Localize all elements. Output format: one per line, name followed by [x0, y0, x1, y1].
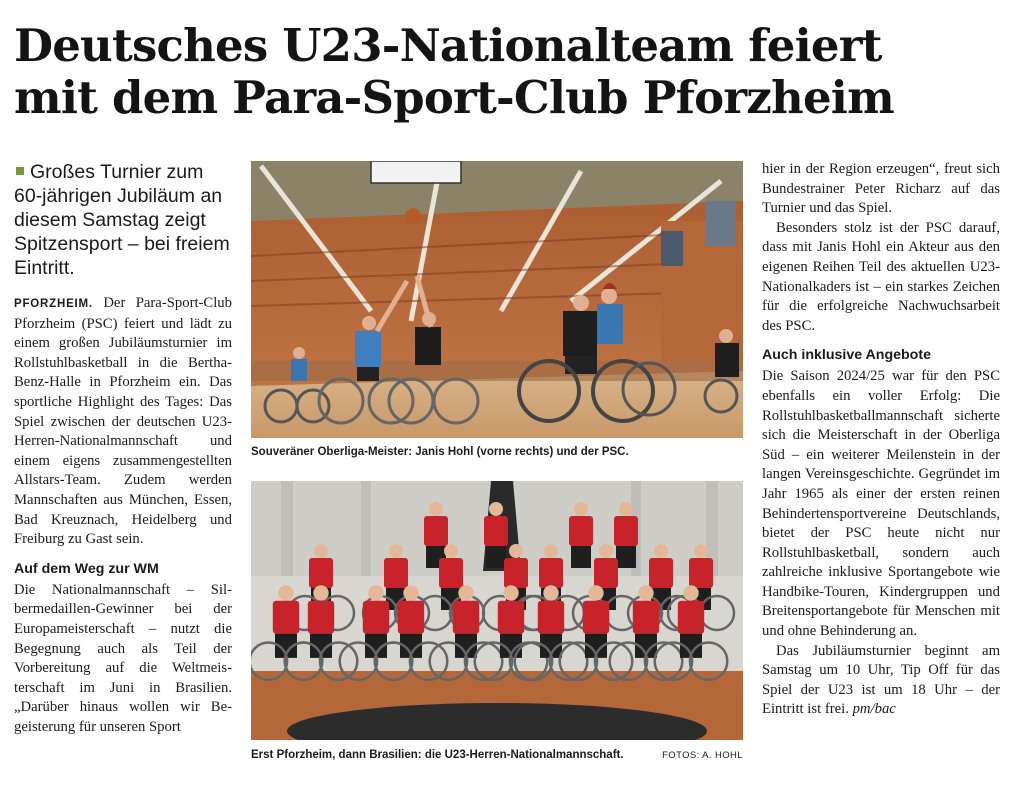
caption-photo-2 [251, 749, 743, 761]
subhead-wm: Auf dem Weg zur WM [14, 560, 159, 577]
col3-paragraph-2: Besonders stolz ist der PSC darauf, dass mit Janis Hohl ein Akteur aus den eigenen Reihen Teil des aktuellen U23-Nationalkaders ist – ein starkes Zeichen für die erfolgreiche Nachwuchsarbeit des PSC. [762, 219, 1000, 334]
headline-line-2: mit dem Para-Sport-Club Pforzheim [14, 71, 894, 124]
intro-paragraph [14, 294, 232, 550]
caption-photo-2-text: Erst Pforzheim, dann Brasilien: die U23-Herren-Nationalmannschaft. [251, 749, 624, 761]
caption-photo-1: Souveräner Oberliga-Meister: Janis Hohl (vorne rechts) und der PSC. [251, 446, 629, 458]
col3-paragraph-1: hier in der Region erzeugen“, freut sich Bundestrainer Peter Richarz auf das Turnier und das Spiel. [762, 161, 1000, 217]
author-signature: pm/bac [852, 701, 896, 718]
teaser [14, 160, 232, 280]
col3-paragraph-4 [762, 642, 1000, 720]
photo-game-action [251, 161, 743, 438]
column-left [14, 160, 232, 737]
col3-paragraph-4-text: Das Jubiläumsturnier beginnt am Samstag um 10 Uhr, Tip Off für das Spiel der U23 ist um 18 Uhr – der Eintritt ist frei. [762, 642, 1000, 718]
intro-text: Der Para-Sport-Club Pforzheim (PSC) feiert und lädt zu einem großen Jubiläumsturnier im Rollstuhlbasketball in die Bertha-Benz-Halle in Pforzheim ein. Das sportliche Highlight des Tages: Das Spiel zwischen der deutschen U23-Herren-Nationalmannschaft und einem eigens zusammengestellten Allstars-Team. Zudem werden Mannschaften aus München, Essen, Bad Kreuznach, Heidelberg und Freiburg zu Gast sein. [14, 295, 232, 548]
col3-paragraph-3: Die Saison 2024/25 war für den PSC ebenfalls ein voller Erfolg: Die Rollstuhlbasketballmannschaft sicherte sich die Meisterschaft in der Oberliga Süd – ein weiterer Meilenstein in der langen Vereinsgeschichte. Gegründet im Jahr 1965 als einer der ersten reinen Behindertensportvereine Deutschlands, bietet der PSC heute nicht nur Rollstuhlbasketball, sondern auch zahlreiche inklusive Sportangebote wie Handbike-Touren, Kindergruppen und Breitensportangebote für Menschen mit und ohne Behinderung an. [762, 368, 1000, 640]
teaser-text: Großes Turnier zum 60-jährigen Jubiläum an diesem Samstag zeigt Spitzensport – bei freiem Eintritt. [14, 161, 230, 279]
section1-paragraph: Die Nationalmannschaft – Silbermedaillen-Gewinner bei der Europameisterschaft – nutzt die Begegnung auch als Teil der Vorbereitung auf die Weltmeisterschaft im Juni in Brasilien. „Darüber hinaus wollen wir Begeisterung für unseren Sport [14, 581, 232, 735]
photo-team [251, 481, 743, 740]
photo-credit: FOTOS: A. HOHL [662, 750, 743, 761]
article-body-left [14, 294, 232, 737]
column-right [762, 160, 1000, 720]
dateline: PFORZHEIM. [14, 298, 93, 310]
subhead-inklusive: Auch inklusive Angebote [762, 347, 931, 364]
article-body-right [762, 160, 1000, 720]
headline [14, 20, 1014, 124]
bullet-square-icon [16, 167, 24, 175]
headline-line-1: Deutsches U23-Nationalteam feiert [14, 19, 882, 72]
